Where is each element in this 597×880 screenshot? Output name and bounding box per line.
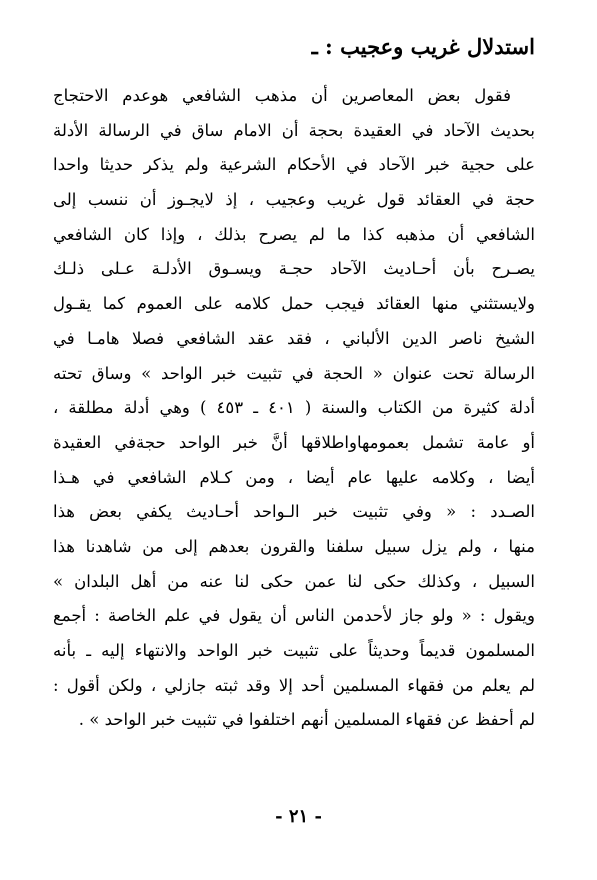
text-line: منها ، ولم يزل سبيل سلفنا والقرون بعدهم إلى من شاهدنا هذا: [53, 536, 535, 556]
text-line: الشيخ ناصر الدين الألباني ، فقد عقد الشافعي فصلا هامـا في: [53, 328, 535, 348]
text-line: السبيل ، وكذلك حكى لنا عمن حكى لنا عنه من أهل البلدان »: [53, 571, 535, 591]
text-line: أدلة كثيرة من الكتاب والسنة ( ٤٠١ ـ ٤٥٣ ) وهي أدلة مطلقة ،: [53, 398, 535, 418]
text-line: يصـرح بأن أحـاديث الآحاد حجـة ويسـوق الأدلـة عـلى ذلـك: [53, 259, 535, 279]
text-line: المسلمون قديماً وحديثاً على تثبيت خبر الواحد والانتهاء إليه ـ بأنه: [53, 641, 535, 660]
text-line: الشافعي أن مذهبه كذا ما لم يصرح بذلك ، وإذا كان الشافعي: [53, 224, 535, 244]
text-line: لم يعلم من فقهاء المسلمين أحد إلا وقد ثبته جازلي ، ولكن أقول :: [53, 675, 535, 695]
text-line: ولايستثني منها العقائد فيجب حمل كلامه على العموم كما يقـول: [53, 294, 535, 314]
text-line: فقول بعض المعاصرين أن مذهب الشافعي هوعدم الاحتجاج: [53, 86, 511, 105]
text-line: أيضا ، وكلامه عليها عام أيضا ، ومن كـلام الشافعي في هـذا: [53, 467, 535, 487]
text-line: حجة في العقائد قول غريب وعجيب ، إذ لايجـوز أن ننسب إلى: [53, 190, 535, 210]
section-heading: استدلال غريب وعجيب : ـ: [311, 34, 535, 59]
text-line: على حجية خبر الآحاد في الأحكام الشرعية ولم يذكر حديثا واحدا: [53, 155, 535, 175]
text-line: أو عامة تشمل بعمومهاواطلاقها أنَّ خبر الواحد حجةفي العقيدة: [53, 432, 535, 452]
text-line: بحديث الآحاد في العقيدة بحجة أن الامام ساق في الرسالة الأدلة: [53, 120, 535, 140]
text-line: الصـدد : « وفي تثبيت خبر الـواحد أحـاديث يكفي بعض هذا: [53, 502, 535, 522]
text-line: ويقول : « ولو جاز لأحدمن الناس أن يقول في علم الخاصة : أجمع: [53, 606, 535, 626]
body-paragraph: [53, 79, 535, 738]
page-number: - ٢١ -: [275, 806, 322, 827]
text-line: لم أحفظ عن فقهاء المسلمين أنهم اختلفوا في تثبيت خبر الواحد » .: [78, 710, 535, 730]
text-line: الرسالة تحت عنوان « الحجة في تثبيت خبر الواحد » وساق تحته: [53, 363, 535, 383]
